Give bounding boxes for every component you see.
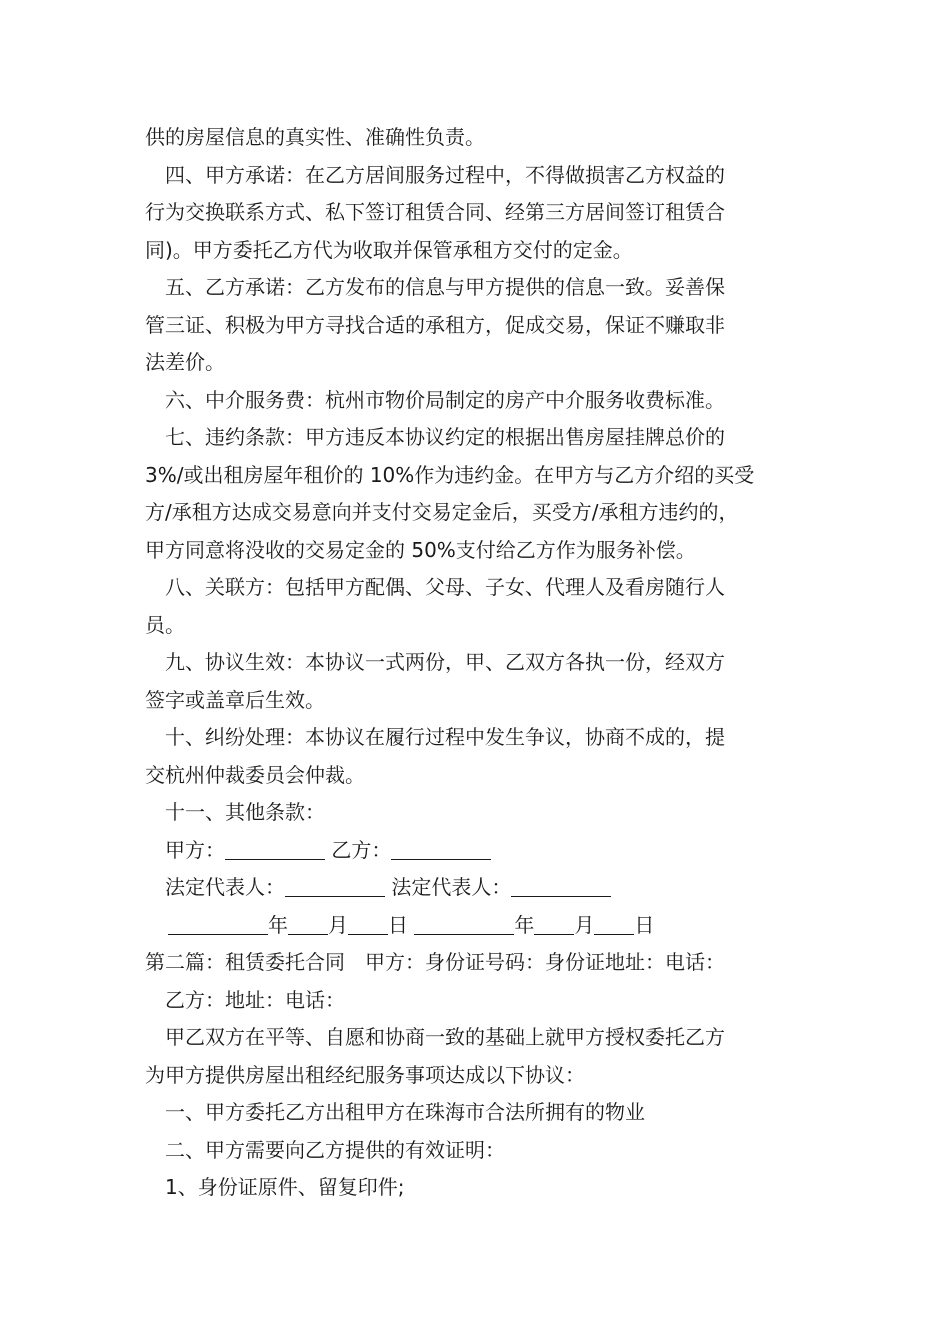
text-line: 方/承租方达成交易意向并支付交易定金后，买受方/承租方违约的， bbox=[145, 500, 739, 524]
year-b-blank bbox=[414, 912, 514, 935]
clause-nine-line: 九、协议生效：本协议一式两份，甲、乙双方各执一份，经双方 bbox=[165, 650, 725, 674]
clause-ten-line: 十、纠纷处理：本协议在履行过程中发生争议，协商不成的，提 bbox=[165, 725, 725, 749]
text-line: 3%/或出租房屋年租价的 10%作为违约金。在甲方与乙方介绍的买受 bbox=[145, 462, 755, 487]
representative-signature-line bbox=[145, 869, 825, 907]
month-b-blank bbox=[534, 912, 574, 935]
party-b-blank bbox=[391, 837, 491, 860]
party-b-address-line: 乙方：地址：电话： bbox=[165, 987, 345, 1012]
sub-item-one-line: 1、身份证原件、留复印件; bbox=[165, 1175, 405, 1199]
text-line: 法差价。 bbox=[145, 350, 225, 374]
document-body bbox=[145, 119, 825, 1207]
item-one-line: 一、甲方委托乙方出租甲方在珠海市合法所拥有的物业 bbox=[165, 1100, 645, 1124]
text-line: 同)。甲方委托乙方代为收取并保管承租方交付的定金。 bbox=[145, 237, 633, 262]
year-label: 年 bbox=[514, 912, 535, 937]
day-b-blank bbox=[594, 912, 634, 935]
clause-eight-line: 八、关联方：包括甲方配偶、父母、子女、代理人及看房随行人 bbox=[165, 575, 725, 599]
month-label: 月 bbox=[328, 912, 348, 937]
month-a-blank bbox=[288, 912, 328, 935]
rep-a-label: 法定代表人： bbox=[165, 875, 285, 899]
day-label: 日 bbox=[634, 912, 655, 937]
year-label: 年 bbox=[268, 912, 288, 937]
text-line: 签字或盖章后生效。 bbox=[145, 687, 325, 712]
clause-six-line: 六、中介服务费：杭州市物价局制定的房产中介服务收费标准。 bbox=[165, 387, 725, 412]
item-two-line: 二、甲方需要向乙方提供的有效证明： bbox=[165, 1137, 505, 1162]
clause-seven-line: 七、违约条款：甲方违反本协议约定的根据出售房屋挂牌总价的 bbox=[165, 425, 725, 449]
rep-b-blank bbox=[511, 874, 611, 897]
date-line bbox=[145, 907, 825, 945]
clause-five-line: 五、乙方承诺：乙方发布的信息与甲方提供的信息一致。妥善保 bbox=[165, 275, 725, 299]
day-label: 日 bbox=[388, 912, 408, 937]
clause-four-line: 四、甲方承诺：在乙方居间服务过程中，不得做损害乙方权益的 bbox=[165, 162, 725, 187]
text-line: 交杭州仲裁委员会仲裁。 bbox=[145, 762, 365, 787]
day-a-blank bbox=[348, 912, 388, 935]
text-line: 管三证、积极为甲方寻找合适的承租方，促成交易，保证不赚取非 bbox=[145, 312, 725, 337]
rep-b-label: 法定代表人： bbox=[391, 875, 512, 899]
party-signature-line bbox=[145, 832, 825, 870]
text-line: 甲方同意将没收的交易定金的 50%支付给乙方作为服务补偿。 bbox=[145, 537, 696, 562]
month-label: 月 bbox=[574, 912, 595, 937]
party-a-blank bbox=[225, 837, 325, 860]
text-line: 行为交换联系方式、私下签订租赁合同、经第三方居间签订租赁合 bbox=[145, 200, 725, 224]
section-two-title: 第二篇：租赁委托合同 甲方：身份证号码：身份证地址：电话： bbox=[145, 950, 725, 974]
text-line: 供的房屋信息的真实性、准确性负责。 bbox=[145, 125, 485, 149]
intro-line: 甲乙双方在平等、自愿和协商一致的基础上就甲方授权委托乙方 bbox=[165, 1025, 725, 1049]
clause-eleven-line: 十一、其他条款： bbox=[165, 800, 325, 824]
year-a-blank bbox=[168, 912, 268, 935]
party-a-label: 甲方： bbox=[165, 837, 225, 862]
party-b-label: 乙方： bbox=[331, 837, 392, 862]
text-line: 为甲方提供房屋出租经纪服务事项达成以下协议： bbox=[145, 1062, 585, 1087]
rep-a-blank bbox=[285, 874, 385, 897]
text-line: 员。 bbox=[145, 612, 185, 637]
